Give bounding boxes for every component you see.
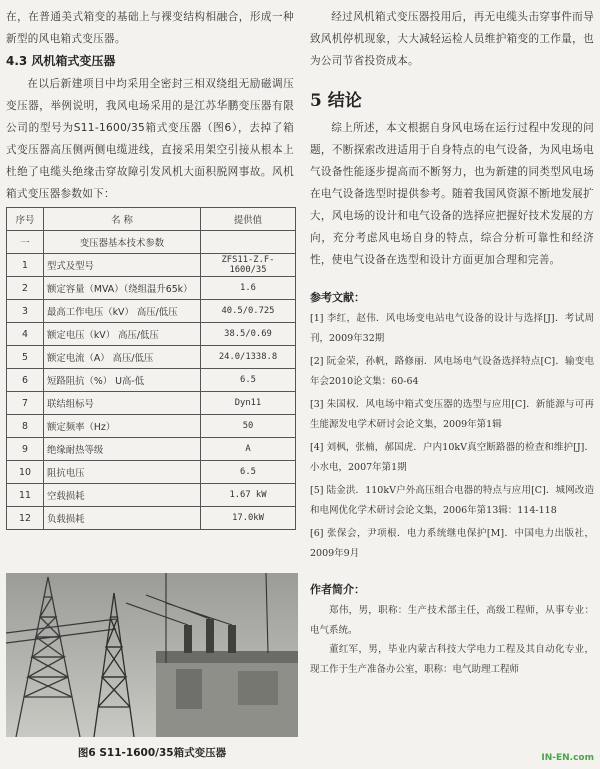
table-cell: 联结组标号 [44, 392, 201, 415]
intro-paragraph: 在，在普通美式箱变的基础上与裸变结构相融合，形成一种新型的风电箱式变压器。 [6, 11, 294, 45]
table-cell: 17.0kW [201, 507, 296, 530]
table-cell: 1.6 [201, 277, 296, 300]
section-heading: 4.3 风机箱式变压器 [6, 54, 116, 68]
table-row [7, 277, 296, 300]
reference-item: [1] 李红，赵伟．风电场变电站电气设备的设计与选择[J]．考试周刊，2009年32期 [310, 313, 594, 344]
watermark: IN-EN.com [541, 753, 594, 763]
conclusion-paragraph: 综上所述，本文根据自身风电场在运行过程中发现的问题，不断探索改进适用于自身特点的电气设备，为风电场电气设备性能逐步提高而不断努力，也为新建的同类型风电场在电气设备选型时提供参考。随着我国风资源不断地发展扩大，风电场的设计和电气设备的选择应把握好技术发展的方向，充分考虑风电场自身的特点，综合分析可靠性和经济性，使电气设备在选型和设计方面更加合理和完善。 [310, 122, 594, 266]
table-cell: 40.5/0.725 [201, 300, 296, 323]
figure-caption: 图6 S11-1600/35箱式变压器 [77, 747, 227, 759]
table-row [7, 484, 296, 507]
table-cell: 一 [7, 231, 44, 254]
section-paragraph: 在以后新建项目中均采用全密封三相双绕组无励磁调压变压器，举例说明，我风电场采用的是江苏华鹏变压器有限公司的型号为S11-1600/35箱式变压器（图6），去掉了箱式变压器高压侧两侧电缆进线，直接采用架空引接从根本上杜绝了电缆头绝缘击穿故障引发风机大面积脱网事故。风机箱式变压器参数如下： [6, 78, 294, 200]
figure-photo [6, 573, 298, 737]
top-paragraph: 经过风机箱式变压器投用后，再无电缆头击穿事件而导致风机停机现象，大大减轻运检人员维护箱变的工作量，也为公司节省投资成本。 [310, 11, 594, 67]
table-cell: 额定频率（Hz） [44, 415, 201, 438]
table-cell: 短路阻抗（%） U高-低 [44, 369, 201, 392]
table-cell: 变压器基本技术参数 [44, 231, 201, 254]
table-cell: 空载损耗 [44, 484, 201, 507]
table-cell: 12 [7, 507, 44, 530]
table-cell: 1.67 kW [201, 484, 296, 507]
table-cell: 4 [7, 323, 44, 346]
reference-item: [6] 张保会，尹项根．电力系统继电保护[M]．中国电力出版社，2009年9月 [310, 528, 594, 559]
table-cell: ZFS11-Z.F-1600/35 [201, 254, 296, 277]
table-cell: 11 [7, 484, 44, 507]
table-header-cell: 序号 [7, 208, 44, 231]
parameter-table [6, 207, 296, 530]
table-row [7, 254, 296, 277]
reference-item: [5] 陆金洪．110kV户外高压组合电器的特点与应用[C]．城网改造和电网优化学术研讨会论文集，2006年第13辑：114-118 [310, 485, 594, 516]
table-cell: 额定容量（MVA）（绕组温升65k） [44, 277, 201, 300]
table-row [7, 415, 296, 438]
author-item: 郑伟，男，职称：生产技术部主任，高级工程师，从事专业：电气系统。 [310, 605, 594, 636]
table-row [7, 323, 296, 346]
references-list [310, 309, 594, 563]
table-row [7, 392, 296, 415]
left-column [6, 6, 294, 530]
table-cell: 负载损耗 [44, 507, 201, 530]
table-header-row [7, 208, 296, 231]
table-cell: 38.5/0.69 [201, 323, 296, 346]
author-heading: 作者简介： [310, 583, 365, 596]
table-cell: 最高工作电压（kV） 高压/低压 [44, 300, 201, 323]
table-row [7, 438, 296, 461]
table-row [7, 461, 296, 484]
table-cell: 6.5 [201, 461, 296, 484]
reference-item: [2] 阮金荣，孙帆，路修丽．风电场电气设备选择特点[C]．输变电年会2010论文集：60-64 [310, 356, 594, 387]
table-cell: 额定电压（kV） 高压/低压 [44, 323, 201, 346]
table-row [7, 369, 296, 392]
table-cell: 5 [7, 346, 44, 369]
conclusion-heading: 5 结论 [310, 91, 362, 111]
table-body [7, 231, 296, 530]
table-cell: Dyn11 [201, 392, 296, 415]
reference-item: [4] 刘枫，张楠，郝国虎．户内10kV真空断路器的检查和维护[J]．小水电，2007年第1期 [310, 442, 594, 473]
table-cell: 50 [201, 415, 296, 438]
table-cell: 24.0/1338.8 [201, 346, 296, 369]
table-row [7, 231, 296, 254]
table-cell: 3 [7, 300, 44, 323]
table-row [7, 346, 296, 369]
table-cell: A [201, 438, 296, 461]
table-cell [201, 231, 296, 254]
table-cell: 10 [7, 461, 44, 484]
table-header-cell: 名 称 [44, 208, 201, 231]
table-cell: 6.5 [201, 369, 296, 392]
table-cell: 9 [7, 438, 44, 461]
table-cell: 7 [7, 392, 44, 415]
reference-item: [3] 朱国权．风电场中箱式变压器的选型与应用[C]．新能源与可再生能源发电学术研讨会论文集，2009年第1辑 [310, 399, 594, 430]
table-cell: 额定电流（A） 高压/低压 [44, 346, 201, 369]
transformer-photo-illustration [6, 573, 298, 737]
table-row [7, 507, 296, 530]
table-header-cell: 提供值 [201, 208, 296, 231]
author-item: 董红军，男，毕业内蒙古科技大学电力工程及其自动化专业，现工作于生产准备办公室，职称：电气助理工程师 [310, 644, 594, 675]
table-cell: 型式及型号 [44, 254, 201, 277]
table-cell: 1 [7, 254, 44, 277]
table-cell: 绝缘耐热等级 [44, 438, 201, 461]
table-cell: 2 [7, 277, 44, 300]
table-row [7, 300, 296, 323]
table-cell: 8 [7, 415, 44, 438]
table-cell: 6 [7, 369, 44, 392]
right-column [310, 6, 594, 679]
table-cell: 阻抗电压 [44, 461, 201, 484]
box-transformer [156, 651, 298, 737]
references-heading: 参考文献： [310, 291, 365, 304]
